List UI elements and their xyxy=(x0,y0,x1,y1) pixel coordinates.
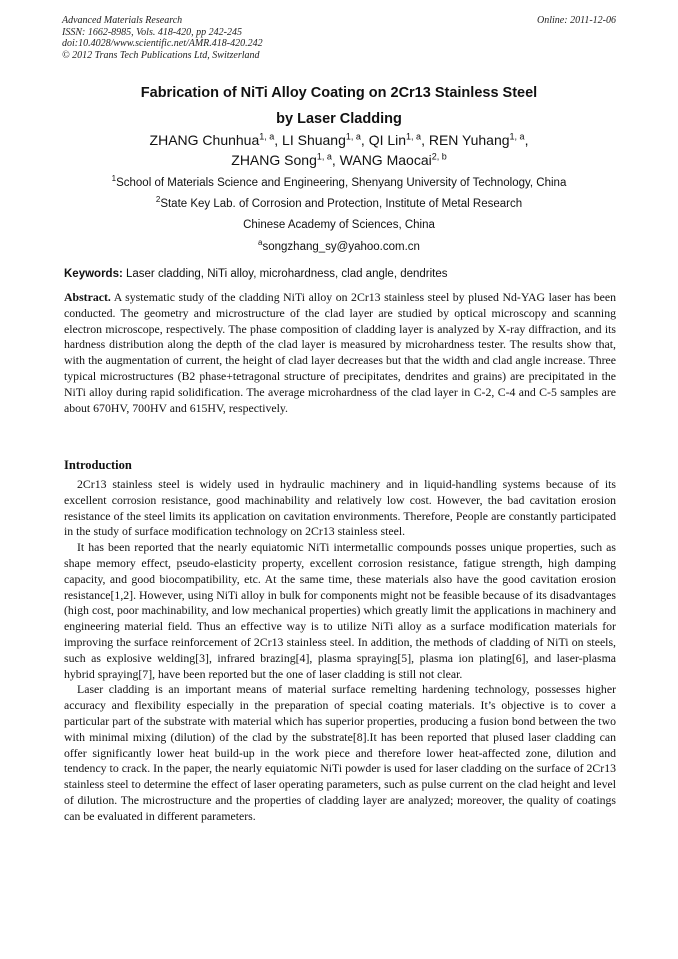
author-affil: 1, a xyxy=(345,131,361,142)
title-line-2: by Laser Cladding xyxy=(276,111,402,127)
paragraph: Laser cladding is an important means of material surface remelting hardening technology, possesses higher accuracy and flexibility especially in the preparation of special coating materials. It’s objective is to cover a particular part of the substrate with material which has superior properties, producing a fusion bond between the two with minimal mixing (dilution) of the clad by the substrate[8].It has been reported that plused laser cladding can offer significantly lower heat build-up in the work piece and therefore lower heat-affected zone, dilution and tendency to crack. In the paper, the nearly equiatomic NiTi powder is used for laser cladding on the surface of 2Cr13 stainless steel to determine the effect of laser operating parameters, such as pulse current on the clad height and level of dilution. The microstructure and the properties of cladding layer are analyzed; moreover, the quality of coatings can be evaluated in different parameters. xyxy=(64,682,616,823)
title-line-1: Fabrication of NiTi Alloy Coating on 2Cr13 Stainless Steel xyxy=(140,85,538,101)
online-date: Online: 2011-12-06 xyxy=(537,15,616,26)
author-affil: 1, a xyxy=(406,131,422,142)
author-affil: 2, b xyxy=(431,151,447,162)
paragraph: It has been reported that the nearly equiatomic NiTi intermetallic compounds posses unique properties, such as shape memory effect, pseudo-elasticity property, excellent corrosion resistance, fatigue strength, high damping capacity, and good biocompatibility, etc. At the same time, these materials also have the good cavitation erosion resistance[1,2]. However, using NiTi alloy in bulk for components might not be feasible because of its disadvantages (high cost, poor machinability, and low mechanical properties) which greatly limit the applications in machinery and engineering material field. Thus an effective way is to utilize NiTi alloy as a surface modification materials for improving the surface reinforcement of 2Cr13 stainless steel. In addition, the methods of cladding of NiTi on steels, such as explosive welding[3], infrared brazing[4], plasma spraying[5], plasma ion plating[6], and laser-plasma hybrid spraying[7], have been reported but the one of laser cladding is still not clear. xyxy=(64,540,616,681)
journal-name: Advanced Materials Research xyxy=(62,15,183,26)
abstract-label: Abstract. xyxy=(64,290,111,304)
affiliation-2: $^2$State Key Lab. of Corrosion and Protection, Institute of Metal Research xyxy=(155,195,523,210)
author-name: ZHANG Chunhua xyxy=(149,132,260,148)
abstract-text: A systematic study of the cladding NiTi alloy on 2Cr13 stainless steel by plused Nd-YAG laser has been conducted. The geometry and microstructure of the clad layer are studied by optical microscopy and scanning electron microscope, respectively. The phase composition of cladding layer is analyzed by X-ray diffraction, and its hardness distribution along the depth of the clad layer is measured by microhardness tester. The results show that, with the augmentation of current, the height of clad layer decreases but that the width and clad angle increase. Three typical microstructures (B2 phase+tetragonal structure of precipitates, dendrites and grains) are precipitated in the NiTi alloy during rapid solidification. The average microhardness of the clad layer in C-2, C-4 and C-5 samples are about 670HV, 700HV and 615HV, respectively. xyxy=(64,290,616,415)
author-name: ZHANG Song xyxy=(231,152,317,168)
author-name: LI Shuang xyxy=(282,132,346,148)
author-affil: 1, a xyxy=(316,151,332,162)
author-name: QI Lin xyxy=(368,132,407,148)
copyright-line: © 2012 Trans Tech Publications Ltd, Switzerland xyxy=(62,49,260,61)
contact-email: $^a$songzhang_sy@yahoo.com.cn xyxy=(258,238,420,253)
doi-line: doi:10.4028/www.scientific.net/AMR.418-420.242 xyxy=(62,38,263,49)
author-line-2: ZHANG Song$^{1, a}$, WANG Maocai$^{2, b}$ xyxy=(231,151,447,168)
keywords-label: Keywords: xyxy=(64,268,123,280)
author-affil: 1, a xyxy=(259,131,275,142)
keywords xyxy=(64,267,616,282)
affiliation-1: $^1$School of Materials Science and Engineering, Shenyang University of Technology, China xyxy=(111,174,567,189)
author-list xyxy=(40,130,638,170)
paper-title xyxy=(40,80,638,132)
section-heading-introduction: Introduction xyxy=(64,458,132,472)
introduction-body xyxy=(64,477,616,825)
author-name: REN Yuhang xyxy=(428,132,510,148)
keywords-list: Laser cladding, NiTi alloy, microhardness, clad angle, dendrites xyxy=(126,268,448,280)
author-line-1: ZHANG Chunhua$^{1, a}$, LI Shuang$^{1, a}$, QI Lin$^{1, a}$, REN Yuhang$^{1, a}$, xyxy=(149,131,529,148)
abstract xyxy=(64,290,616,416)
affiliation-2-cont: Chinese Academy of Sciences, China xyxy=(243,219,435,231)
paragraph: 2Cr13 stainless steel is widely used in hydraulic machinery and in liquid-handling systems because of its excellent corrosion resistance, good machinability and relatively low cost. However, the bad cavitation erosion resistance of the steel limits its application on cavitation environments. Therefore, People are constantly participated in the study of surface modification technology on 2Cr13 stainless steel. xyxy=(64,477,616,539)
issn-line: ISSN: 1662-8985, Vols. 418-420, pp 242-245 xyxy=(62,26,242,38)
author-name: WANG Maocai xyxy=(339,152,432,168)
journal-header xyxy=(62,15,616,61)
author-affil: 1, a xyxy=(509,131,525,142)
